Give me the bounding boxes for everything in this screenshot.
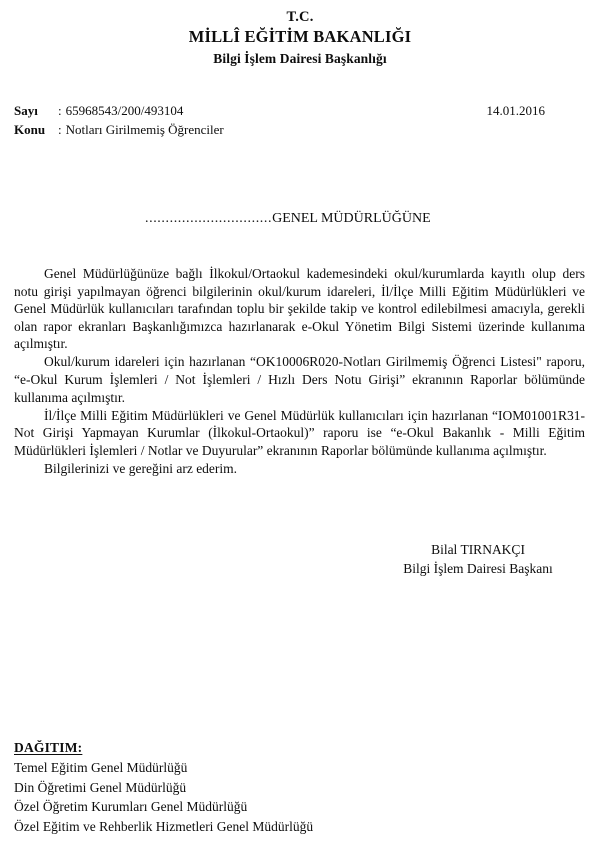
konu-value: Notları Girilmemiş Öğrenciler bbox=[65, 121, 224, 137]
konu-label: Konu bbox=[14, 121, 46, 137]
body-paragraph-3: İl/İlçe Milli Eğitim Müdürlükleri ve Genel Müdürlük kullanıcıları için hazırlanan “IOM01001R31-Not Girişi Yapmayan Kurumlar (İlkokul-Ortaokul)” raporu ise “e-Okul Bakanlık - Milli Eğitim Müdürlükleri İşlemleri / Notlar ve Duyurular” ekranının Raporlar bölümünde kullanıma açılmıştır. bbox=[14, 407, 585, 458]
document-meta bbox=[0, 102, 600, 139]
konu-row bbox=[14, 121, 545, 140]
addressee-text: GENEL MÜDÜRLÜĞÜNE bbox=[272, 211, 431, 226]
ministry-name: MİLLÎ EĞİTİM BAKANLIĞI bbox=[188, 27, 412, 46]
sayi-value: 65968543/200/493104 bbox=[65, 103, 184, 118]
department-name: Bilgi İşlem Dairesi Başkanlığı bbox=[213, 51, 387, 66]
sayi-row bbox=[14, 102, 545, 121]
konu-separator: : bbox=[58, 121, 62, 137]
distribution-list bbox=[14, 738, 313, 836]
distribution-item: Din Öğretimi Genel Müdürlüğü bbox=[14, 779, 187, 795]
body-paragraph-4: Bilgilerinizi ve gereğini arz ederim. bbox=[44, 461, 238, 477]
addressee-line bbox=[0, 209, 600, 229]
distribution-item: Temel Eğitim Genel Müdürlüğü bbox=[14, 760, 188, 776]
letter-body bbox=[0, 265, 600, 478]
signer-title: Bilgi İşlem Dairesi Başkanı bbox=[403, 560, 553, 576]
distribution-heading: DAĞITIM: bbox=[14, 740, 83, 755]
body-paragraph-1: Genel Müdürlüğünüze bağlı İlkokul/Ortaokul kademesindeki okul/kurumlarda kayıtlı olup ders notu girişi yapılmayan öğrenci bilgilerinin okul/kurum idareleri, İl/İlçe Milli Eğitim Müdürlükleri ve Genel Müdürlük kullanıcıları tarafından toplu bir şekilde takip ve kontrol edilebilmesi amacıyla, gerekli olan rapor ekranları Başkanlığımızca hazırlanarak e-Okul Yönetim Bilgi Sistemi üzerinde kullanıma açılmıştır. bbox=[14, 266, 585, 352]
signer-name: Bilal TIRNAKÇI bbox=[431, 541, 525, 557]
distribution-item: Özel Eğitim ve Rehberlik Hizmetleri Genel Müdürlüğü bbox=[14, 818, 314, 834]
sayi-label: Sayı bbox=[14, 103, 38, 118]
document-date: 14.01.2016 bbox=[486, 103, 545, 118]
body-paragraph-2: Okul/kurum idareleri için hazırlanan “OK10006R020-Notları Girilmemiş Öğrenci Listesi" raporu, “e-Okul Kurum İşlemleri / Not İşlemleri / Hızlı Ders Notu Girişi” ekranının Raporlar bölümünde kullanıma açılmıştır. bbox=[14, 354, 585, 405]
addressee-dots: ............................... bbox=[145, 211, 273, 226]
signature-block bbox=[0, 540, 600, 578]
republic-line: T.C. bbox=[286, 9, 314, 25]
distribution-item: Özel Öğretim Kurumları Genel Müdürlüğü bbox=[14, 799, 248, 815]
letterhead bbox=[0, 0, 600, 68]
sayi-separator: : bbox=[58, 103, 62, 118]
